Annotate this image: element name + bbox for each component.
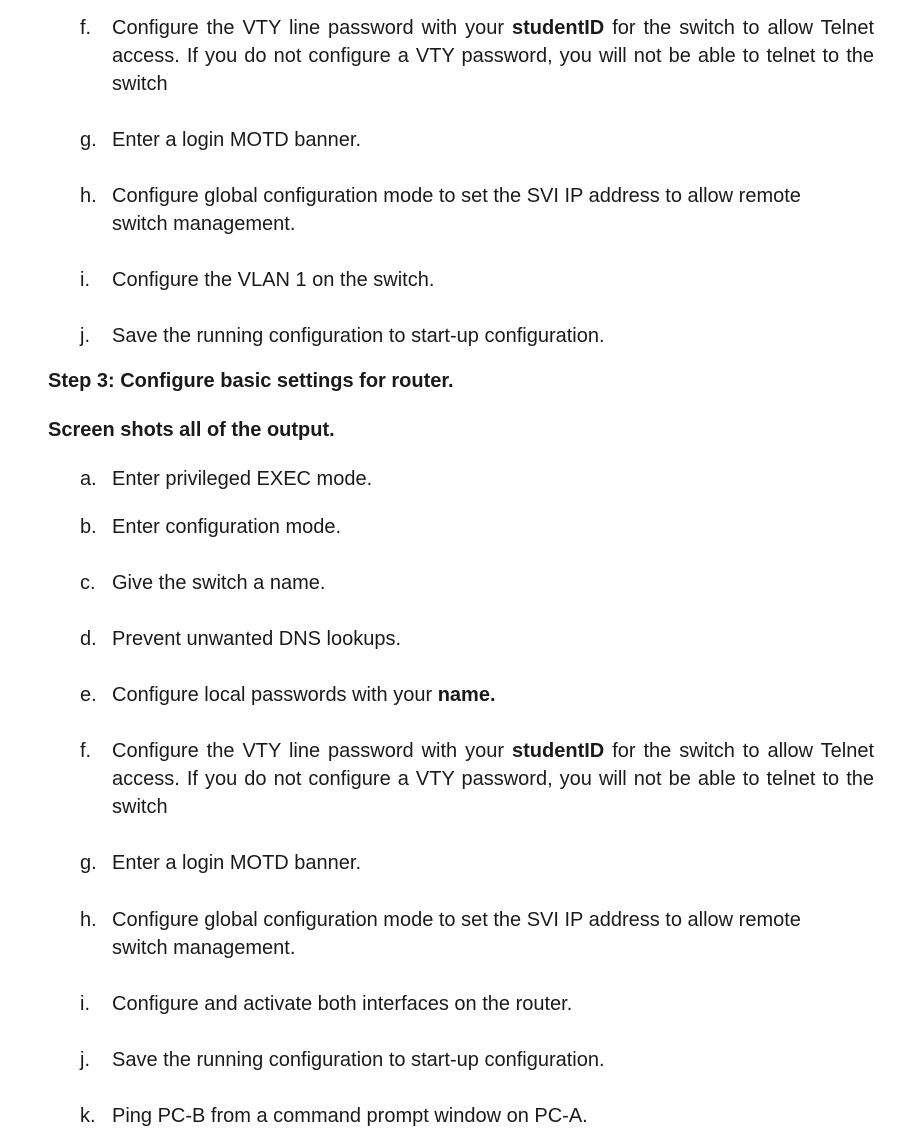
bold-student-id: studentID bbox=[512, 740, 605, 762]
step3-heading: Step 3: Configure basic settings for router. bbox=[48, 370, 454, 392]
list-item-text: Enter privileged EXEC mode. bbox=[112, 468, 373, 490]
list-marker: c. bbox=[80, 572, 96, 594]
list-item-j-router bbox=[80, 1046, 874, 1074]
list-item-text: Enter configuration mode. bbox=[112, 516, 342, 538]
list-item-k-router bbox=[80, 1102, 874, 1130]
list-item-text: Configure the VTY line password with your studentID for the switch to allow Telnet access. If you do not configure a VTY password, you will not be able to telnet to the switch bbox=[112, 740, 874, 818]
list-item-j-switch bbox=[80, 322, 874, 350]
list-item-f-router bbox=[80, 737, 874, 821]
list-item-i-switch bbox=[80, 266, 874, 294]
list-item-text: Save the running configuration to start-up configuration. bbox=[112, 1049, 605, 1071]
list-marker: i. bbox=[80, 993, 90, 1015]
list-item-text: Configure local passwords with your name. bbox=[112, 684, 496, 706]
list-item-a-router bbox=[80, 465, 874, 493]
list-item-text: Enter a login MOTD banner. bbox=[112, 852, 362, 874]
list-marker: f. bbox=[80, 740, 92, 762]
list-marker: f. bbox=[80, 17, 92, 39]
bold-name: name. bbox=[437, 684, 496, 706]
list-marker: j. bbox=[80, 325, 90, 347]
list-marker: k. bbox=[80, 1105, 96, 1127]
list-item-h-router bbox=[80, 906, 850, 962]
list-item-h-switch bbox=[80, 182, 850, 238]
list-marker: g. bbox=[80, 852, 97, 874]
list-item-e-router bbox=[80, 681, 874, 709]
list-marker: g. bbox=[80, 129, 97, 151]
list-item-c-router bbox=[80, 569, 874, 597]
list-item-text: Configure the VTY line password with your studentID for the switch to allow Telnet access. If you do not configure a VTY password, you will not be able to telnet to the switch bbox=[112, 17, 874, 95]
list-marker: h. bbox=[80, 185, 97, 207]
list-item-d-router bbox=[80, 625, 874, 653]
list-item-f-switch bbox=[80, 14, 874, 98]
list-item-text: Configure global configuration mode to set the SVI IP address to allow remote switch management. bbox=[112, 909, 801, 959]
list-item-text: Ping PC-B from a command prompt window on PC-A. bbox=[112, 1105, 588, 1127]
list-marker: i. bbox=[80, 269, 90, 291]
list-item-text: Configure global configuration mode to set the SVI IP address to allow remote switch management. bbox=[112, 185, 801, 235]
list-marker: e. bbox=[80, 684, 97, 706]
list-marker: b. bbox=[80, 516, 97, 538]
list-marker: d. bbox=[80, 628, 97, 650]
list-item-text: Give the switch a name. bbox=[112, 572, 326, 594]
list-item-text: Configure the VLAN 1 on the switch. bbox=[112, 269, 435, 291]
list-item-text: Enter a login MOTD banner. bbox=[112, 129, 362, 151]
list-marker: j. bbox=[80, 1049, 90, 1071]
list-item-text: Configure and activate both interfaces on the router. bbox=[112, 993, 573, 1015]
list-item-text: Save the running configuration to start-up configuration. bbox=[112, 325, 605, 347]
list-item-g-router bbox=[80, 849, 874, 877]
list-marker: a. bbox=[80, 468, 97, 490]
list-item-text: Prevent unwanted DNS lookups. bbox=[112, 628, 402, 650]
list-marker: h. bbox=[80, 909, 97, 931]
list-item-b-router bbox=[80, 513, 874, 541]
list-item-g-switch bbox=[80, 126, 874, 154]
step3-note: Screen shots all of the output. bbox=[48, 419, 335, 441]
bold-student-id: studentID bbox=[512, 17, 605, 39]
list-item-i-router bbox=[80, 990, 874, 1018]
